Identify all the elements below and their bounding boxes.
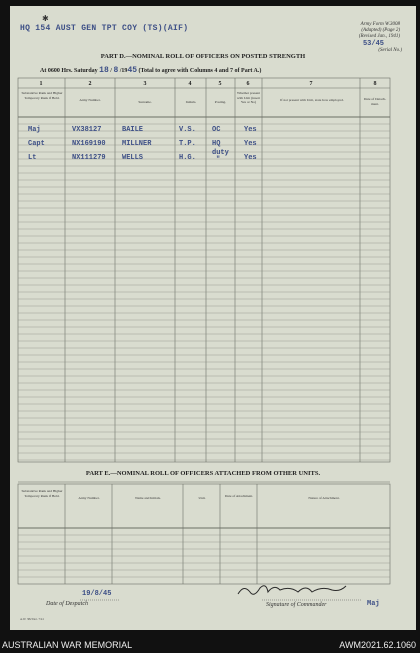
- roll-month: 8: [113, 66, 119, 75]
- officer-present: Yes: [244, 140, 257, 148]
- officer-number: NX169190: [72, 140, 106, 148]
- form-number-line: (Adapted) (Page 2): [361, 28, 400, 33]
- column-header-rank: Substantive Rank and Higher Temporary Rank if Held.: [21, 91, 63, 100]
- officer-surname: BAILE: [122, 126, 144, 134]
- officer-number: VX38127: [72, 126, 102, 134]
- column-header-attachment-nature: Nature of Attachment.: [308, 496, 340, 500]
- officer-initials: T.P.: [179, 140, 196, 148]
- column-header-name: Name and Initials.: [135, 496, 161, 500]
- printer-note: A.W. 382 Dec. 7/41: [20, 617, 44, 621]
- roll-date-prefix: At 0600 Hrs. Saturday: [40, 68, 98, 74]
- column-header-rank: Substantive Rank and Higher Temporary Rank if Held.: [21, 489, 63, 498]
- column-number: 3: [143, 81, 147, 87]
- commander-rank: Maj: [367, 600, 380, 608]
- pin-mark: ✱: [42, 14, 49, 23]
- column-header-initials: Initials.: [185, 100, 197, 104]
- officer-rank: Capt: [28, 140, 45, 148]
- officer-present: Yes: [244, 126, 257, 134]
- officer-surname: WELLS: [122, 154, 144, 162]
- officer-posting: duty: [212, 149, 229, 157]
- serial-number: 53/45: [362, 40, 384, 48]
- roll-year: 45: [127, 66, 138, 75]
- signature-label: Signature of Commander: [266, 602, 327, 608]
- despatch-date: 19/8/45: [82, 590, 112, 598]
- column-number: 4: [188, 81, 192, 87]
- column-header-surname: Surname.: [138, 100, 152, 104]
- column-number: 5: [218, 81, 222, 87]
- officer-rank: Lt: [28, 154, 37, 162]
- commander-signature: [238, 586, 346, 595]
- column-number: 1: [39, 81, 43, 87]
- form-number-line: Army Form W.3008: [360, 22, 400, 27]
- archive-caption: AUSTRALIAN WAR MEMORIAL: [2, 640, 133, 650]
- column-header-attachment-date: Date of Attachment.: [224, 494, 254, 498]
- officer-initials: V.S.: [179, 126, 196, 134]
- officer-posting: HQ: [212, 140, 221, 148]
- officer-rank: Maj: [28, 126, 41, 134]
- roll-day: 18: [99, 66, 109, 75]
- column-header-detachment: Date of Detach-ment.: [363, 97, 387, 106]
- officer-initials: H.G.: [179, 154, 196, 162]
- unit-name: HQ 154 AUST GEN TPT COY (TS)(AIF): [20, 24, 189, 33]
- officer-present: Yes: [244, 154, 257, 162]
- column-header-employment: If not present with Unit, state how employed.: [280, 98, 344, 102]
- officer-number: NX111279: [72, 154, 106, 162]
- officer-posting: OC: [212, 126, 221, 134]
- column-header-unit: Unit.: [198, 496, 206, 500]
- column-header-number: Army Number.: [79, 98, 101, 102]
- part-d-title: PART D.—NOMINAL ROLL OF OFFICERS ON POSTED STRENGTH: [100, 53, 306, 60]
- column-number: 7: [309, 81, 313, 87]
- column-number: 8: [373, 81, 377, 87]
- column-header-number: Army Number.: [78, 496, 100, 500]
- roll-date-line: At 0600 Hrs. Saturday 18 / 8 /1945 (Total to agree with Columns 4 and 7 of Part A.): [40, 66, 262, 75]
- column-header-present: Whether present with Unit (insert Yes or No): [236, 91, 261, 104]
- column-header-posting: Posting.: [214, 100, 227, 104]
- part-e-title: PART E.—NOMINAL ROLL OF OFFICERS ATTACHED FROM OTHER UNITS.: [85, 470, 321, 477]
- form-number-line: (Revised Jan., 1941): [358, 34, 400, 39]
- serial-label: (Serial No.): [378, 48, 402, 53]
- despatch-date-label: Date of Despatch: [46, 601, 88, 607]
- archive-reference: AWM2021.62.1060: [339, 640, 416, 650]
- column-number: 2: [88, 81, 92, 87]
- posting-ditto: ": [216, 156, 221, 164]
- column-number: 6: [246, 81, 250, 87]
- officer-surname: MILLNER: [122, 140, 152, 148]
- roll-date-suffix: (Total to agree with Columns 4 and 7 of Part A.): [138, 68, 262, 74]
